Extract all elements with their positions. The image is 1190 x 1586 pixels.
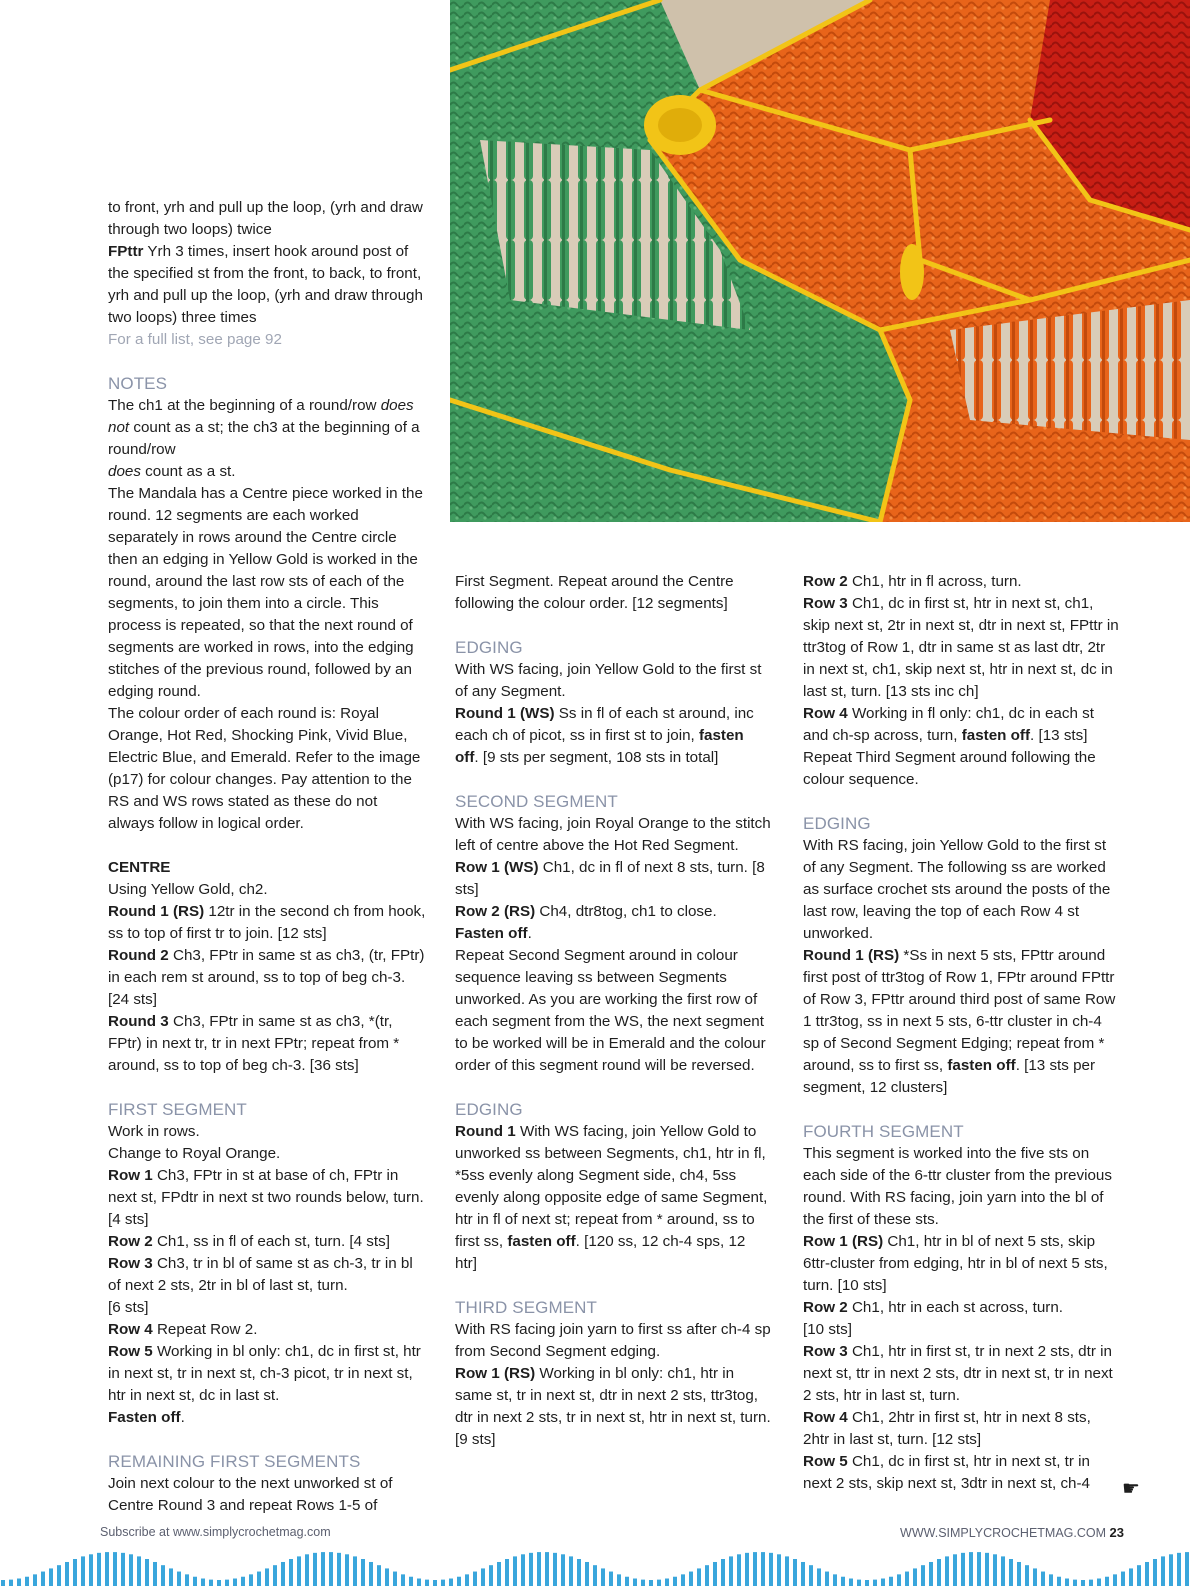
wave-bar: [41, 1572, 45, 1586]
wave-bar: [57, 1565, 61, 1586]
wave-bar: [689, 1572, 693, 1586]
instruction-line: [108, 1253, 426, 1297]
wave-bar: [841, 1577, 845, 1586]
wave-bar: [673, 1577, 677, 1586]
instruction-line: [455, 923, 771, 945]
text-run: Row 1 (WS): [455, 859, 539, 876]
paragraph: Join next colour to the next unworked st of Centre Round 3 and repeat Rows 1-5 of: [108, 1475, 393, 1514]
text-run: Ch1, htr in bl of next 5 sts, skip 6ttr-cluster from edging, htr in bl of next 5 sts, turn. [10 sts]: [803, 1233, 1108, 1294]
wave-bar: [225, 1580, 229, 1586]
wave-bar: [809, 1565, 813, 1586]
instruction-line: [108, 1319, 426, 1341]
wave-bar: [953, 1554, 957, 1586]
text-run: fasten off: [947, 1057, 1016, 1074]
wave-bar: [473, 1572, 477, 1586]
wave-bar: [209, 1580, 213, 1586]
wave-bar: [1025, 1565, 1029, 1586]
wave-bar: [169, 1568, 173, 1586]
text-run: Fasten off: [108, 1409, 181, 1426]
wave-bar: [249, 1574, 253, 1586]
wave-bar: [369, 1562, 373, 1586]
wave-bar: [97, 1553, 101, 1586]
wave-bar: [697, 1568, 701, 1586]
wave-bar: [377, 1565, 381, 1586]
wave-bar: [641, 1580, 645, 1586]
paragraph: The colour order of each round is: Royal Orange, Hot Red, Shocking Pink, Vivid Blue, Electric Blue, and Emerald. Refer to the image (p17) for colour changes. Pay attention to the RS and WS rows stated as these do not always follow in logical order.: [108, 705, 421, 832]
text-run: Working in bl only: ch1, htr in same st, tr in next st, dtr in next 2 sts, ttr3tog, dtr in next 2 sts, tr in next st, htr in next st, turn. [9 sts]: [455, 1365, 771, 1448]
text-run: FPttr: [108, 243, 144, 260]
paragraph: The Mandala has a Centre piece worked in the round. 12 segments are each worked separately in rows around the Centre circle then an edging in Yellow Gold is worked in the round, around the last row sts of each of the segments, to join them into a circle. This process is repeated, so that the next round of segments are worked in rows, into the edging stitches of the previous round, followed by an edging round.: [108, 485, 423, 700]
spacer: [455, 1275, 771, 1297]
text-run: Round 1 (RS): [108, 903, 205, 920]
text-run: . [9 sts per segment, 108 sts in total]: [474, 749, 719, 766]
paragraph: With RS facing join yarn to first ss after ch-4 sp from Second Segment edging.: [455, 1321, 771, 1360]
wave-bar: [529, 1553, 533, 1586]
footer-site-url: [900, 1525, 1124, 1540]
wave-bar: [1161, 1556, 1165, 1586]
wave-bar: [385, 1568, 389, 1586]
wave-bar: [1065, 1579, 1069, 1586]
paragraph: [6 sts]: [108, 1299, 149, 1316]
wave-bar: [121, 1553, 125, 1586]
instruction-line: [108, 1341, 426, 1407]
reference-note: For a full list, see page 92: [108, 331, 282, 348]
text-run: Working in fl only: ch1, dc in each st and ch-sp across, turn,: [803, 705, 1094, 744]
wave-bar: [457, 1577, 461, 1586]
text-run: . [120 ss, 12 ch-4 sps, 12 htr]: [455, 1233, 746, 1272]
instruction-line: [108, 901, 426, 945]
text-run: Ch3, FPtr in same st as ch3, *(tr, FPtr) in next tr, tr in next FPtr; repeat from * around, ss to top of beg ch-3. [36 sts]: [108, 1013, 400, 1074]
instruction-line: [455, 1363, 771, 1451]
wave-bar: [913, 1568, 917, 1586]
section-heading: EDGING: [455, 1100, 523, 1119]
section-heading: SECOND SEGMENT: [455, 792, 618, 811]
wave-bar: [257, 1572, 261, 1586]
wave-bar: [561, 1554, 565, 1586]
wave-bar: [9, 1580, 13, 1586]
wave-bar: [921, 1565, 925, 1586]
wave-bar: [897, 1574, 901, 1586]
spacer: [108, 835, 426, 857]
instruction-line: [803, 571, 1119, 593]
text-run: The ch1 at the beginning of a round/row: [108, 397, 381, 414]
text-run: Row 5: [803, 1453, 848, 1470]
paragraph: Change to Royal Orange.: [108, 1145, 281, 1162]
instruction-line: [108, 945, 426, 1011]
pointing-hand-icon: ☛: [1122, 1478, 1140, 1500]
wave-bar: [305, 1554, 309, 1586]
text-run: count as a st; the ch3 at the beginning of a round/row: [108, 419, 420, 458]
paragraph: Using Yellow Gold, ch2.: [108, 881, 268, 898]
wave-bar: [153, 1562, 157, 1586]
text-run: does not: [108, 397, 414, 436]
wave-bar: [201, 1579, 205, 1586]
wave-bar: [1073, 1580, 1077, 1586]
wave-bar: [353, 1556, 357, 1586]
wave-bar: [73, 1559, 77, 1586]
wave-bar: [1129, 1568, 1133, 1586]
text-run: . [13 sts per segment, 12 clusters]: [803, 1057, 1096, 1096]
decorative-wave-bar: [0, 1548, 1190, 1586]
section-heading: EDGING: [803, 814, 871, 833]
text-run: Row 2: [803, 1299, 848, 1316]
instruction-line: [803, 1407, 1119, 1451]
wave-bar: [1089, 1580, 1093, 1586]
wave-bar: [177, 1572, 181, 1586]
wave-bar: [993, 1554, 997, 1586]
wave-bar: [433, 1580, 437, 1586]
wave-bar: [145, 1559, 149, 1586]
wave-bar: [1049, 1574, 1053, 1586]
wave-bar: [81, 1556, 85, 1586]
wave-bar: [865, 1580, 869, 1586]
wave-bar: [881, 1579, 885, 1586]
wave-bar: [937, 1559, 941, 1586]
wave-bar: [137, 1556, 141, 1586]
wave-bar: [817, 1568, 821, 1586]
wave-bar: [241, 1577, 245, 1586]
paragraph: to front, yrh and pull up the loop, (yrh and draw through two loops) twice: [108, 199, 423, 238]
section-heading: THIRD SEGMENT: [455, 1298, 598, 1317]
text-run: Ch3, tr in bl of same st as ch-3, tr in bl of next 2 sts, 2tr in bl of last st, turn.: [108, 1255, 413, 1294]
text-run: Ch1, dc in fl of next 8 sts, turn. [8 sts]: [455, 859, 765, 898]
instruction-line: [108, 1165, 426, 1231]
instruction-line: [455, 1121, 771, 1275]
wave-bar: [761, 1552, 765, 1586]
wave-bar: [905, 1572, 909, 1586]
spacer: [803, 1099, 1119, 1121]
instruction-line: [803, 593, 1119, 703]
wave-bar: [801, 1562, 805, 1586]
wave-bar: [1009, 1559, 1013, 1586]
wave-bar: [1033, 1568, 1037, 1586]
wave-bar: [1145, 1562, 1149, 1586]
section-heading: REMAINING FIRST SEGMENTS: [108, 1452, 361, 1471]
wave-bar: [961, 1553, 965, 1586]
paragraph: Repeat Third Segment around following the colour sequence.: [803, 749, 1096, 788]
wave-bar: [833, 1574, 837, 1586]
instruction-line: [455, 901, 771, 923]
text-run: Row 4: [803, 705, 848, 722]
wave-bar: [857, 1580, 861, 1586]
text-run: Ch1, ss in fl of each st, turn. [4 sts]: [152, 1233, 390, 1250]
section-heading: FOURTH SEGMENT: [803, 1122, 964, 1141]
wave-bar: [489, 1565, 493, 1586]
wave-bar: [577, 1559, 581, 1586]
spacer: [108, 351, 426, 373]
wave-bar: [1041, 1572, 1045, 1586]
wave-bar: [585, 1562, 589, 1586]
text-run: Ch1, htr in each st across, turn.: [847, 1299, 1063, 1316]
text-run: Ch1, htr in first st, tr in next 2 sts, dtr in next st, ttr in next 2 sts, dtr in next st, tr in next 2 sts, htr in last st, turn.: [803, 1343, 1113, 1404]
paragraph: [10 sts]: [803, 1321, 852, 1338]
wave-bar: [1137, 1565, 1141, 1586]
instruction-line: [803, 1231, 1119, 1297]
paragraph: With RS facing, join Yellow Gold to the first st of any Segment. The following ss are worked as surface crochet sts around the posts of the last row, leaving the top of each Row 4 st unworked.: [803, 837, 1111, 942]
wave-bar: [129, 1554, 133, 1586]
text-run: Row 3: [803, 595, 848, 612]
text-run: Ch3, FPtr in same st as ch3, (tr, FPtr) in each rem st around, ss to top of beg ch-3. [24 sts]: [108, 947, 425, 1008]
spacer: [455, 1077, 771, 1099]
wave-bar: [721, 1559, 725, 1586]
instruction-line: [455, 703, 771, 769]
wave-bar: [753, 1552, 757, 1586]
wave-bar: [1169, 1554, 1173, 1586]
crochet-mandala-photo: [450, 0, 1190, 522]
wave-bar: [217, 1580, 221, 1586]
spacer: [803, 791, 1119, 813]
wave-bar: [1, 1580, 5, 1586]
text-run: .: [527, 925, 532, 942]
text-run: Ss in fl of each st around, inc each ch of picot, ss in first st to join,: [455, 705, 754, 744]
instruction-line: [803, 1297, 1119, 1319]
paragraph: With WS facing, join Yellow Gold to the first st of any Segment.: [455, 661, 762, 700]
instruction-line: [108, 241, 426, 329]
wave-bar: [289, 1559, 293, 1586]
text-run: Ch1, 2htr in first st, htr in next 8 sts, 2htr in last st, turn. [12 sts]: [803, 1409, 1091, 1448]
wave-bar: [745, 1553, 749, 1586]
paragraph: With WS facing, join Royal Orange to the stitch left of centre above the Hot Red Segment.: [455, 815, 771, 854]
wave-bar: [273, 1565, 277, 1586]
wave-bar: [537, 1552, 541, 1586]
wave-bar: [465, 1574, 469, 1586]
paragraph: This segment is worked into the five sts on each side of the 6-ttr cluster from the previous round. With RS facing, join yarn into the bl of the first of these sts.: [803, 1145, 1112, 1228]
wave-bar: [33, 1574, 37, 1586]
wave-bar: [665, 1579, 669, 1586]
wave-bar: [1113, 1574, 1117, 1586]
wave-bar: [505, 1559, 509, 1586]
text-run: Round 1 (WS): [455, 705, 555, 722]
text-run: fasten off: [507, 1233, 576, 1250]
wave-bar: [785, 1556, 789, 1586]
section-heading: EDGING: [455, 638, 523, 657]
text-run: *Ss in next 5 sts, FPttr around first post of ttr3tog of Row 1, FPtr around FPttr of Row 3, FPttr around third post of same Row 1 ttr3tog, ss in next 5 sts, 6-ttr cluster in ch-4 sp of Second Segment Edging; repeat from * around, ss to first ss,: [803, 947, 1116, 1074]
instruction-line: [803, 945, 1119, 1099]
wave-bar: [985, 1553, 989, 1586]
text-run: Ch4, dtr8tog, ch1 to close.: [535, 903, 717, 920]
wave-bar: [1105, 1577, 1109, 1586]
wave-bar: [713, 1562, 717, 1586]
wave-bar: [401, 1574, 405, 1586]
footer-url: WWW.SIMPLYCROCHETMAG.COM: [900, 1526, 1107, 1540]
text-run: Row 1 (RS): [455, 1365, 536, 1382]
wave-bar: [1081, 1580, 1085, 1586]
wave-bar: [393, 1572, 397, 1586]
section-heading: NOTES: [108, 374, 168, 393]
wave-bar: [233, 1579, 237, 1586]
wave-bar: [649, 1580, 653, 1586]
wave-bar: [25, 1577, 29, 1586]
wave-bar: [681, 1574, 685, 1586]
wave-bar: [593, 1565, 597, 1586]
text-run: Round 3: [108, 1013, 169, 1030]
wave-bar: [777, 1554, 781, 1586]
wave-bar: [497, 1562, 501, 1586]
wave-bar: [889, 1577, 893, 1586]
footer-subscribe: Subscribe at www.simplycrochetmag.com: [100, 1525, 331, 1539]
text-run: does: [108, 463, 141, 480]
spacer: [455, 615, 771, 637]
text-run: With WS facing, join Yellow Gold to unworked ss between Segments, ch1, htr in fl, *5ss evenly along Segment side, ch4, 5ss evenly along opposite edge of same Segment, htr in fl of next st; repeat from * around, ss to first ss,: [455, 1123, 768, 1250]
wave-bar: [609, 1572, 613, 1586]
wave-bar: [849, 1579, 853, 1586]
section-heading: FIRST SEGMENT: [108, 1100, 247, 1119]
wave-bar: [161, 1565, 165, 1586]
wave-bar: [825, 1572, 829, 1586]
text-run: Row 3: [108, 1255, 153, 1272]
page-number: 23: [1109, 1525, 1124, 1540]
wave-bar: [1153, 1559, 1157, 1586]
instruction-line: [803, 1451, 1119, 1495]
wave-bar: [625, 1577, 629, 1586]
instruction-line: [108, 1407, 426, 1429]
text-run: fasten off: [455, 727, 744, 766]
text-run: Repeat Row 2.: [152, 1321, 258, 1338]
wave-bar: [321, 1552, 325, 1586]
wave-bar: [425, 1580, 429, 1586]
wave-bar: [977, 1552, 981, 1586]
spacer: [108, 1077, 426, 1099]
text-run: 12tr in the second ch from hook, ss to top of first tr to join. [12 sts]: [108, 903, 426, 942]
instruction-line: [108, 461, 426, 483]
wave-bar: [945, 1556, 949, 1586]
text-run: Ch1, dc in first st, htr in next st, tr in next 2 sts, skip next st, 3dtr in next st, ch-4: [803, 1453, 1090, 1492]
wave-bar: [65, 1562, 69, 1586]
wave-bar: [737, 1554, 741, 1586]
wave-bar: [481, 1568, 485, 1586]
text-run: Row 3: [803, 1343, 848, 1360]
wave-bar: [569, 1556, 573, 1586]
instruction-line: [108, 1231, 426, 1253]
wave-bar: [553, 1553, 557, 1586]
text-run: Row 2 (RS): [455, 903, 536, 920]
text-run: Row 4: [803, 1409, 848, 1426]
text-run: Row 5: [108, 1343, 153, 1360]
wave-bar: [601, 1568, 605, 1586]
wave-bar: [769, 1553, 773, 1586]
wave-bar: [521, 1554, 525, 1586]
text-run: Row 1 (RS): [803, 1233, 884, 1250]
wave-bar: [729, 1556, 733, 1586]
wave-bar: [265, 1568, 269, 1586]
text-column-3: [803, 571, 1119, 1495]
text-run: Fasten off: [455, 925, 528, 942]
wave-bar: [417, 1579, 421, 1586]
text-run: Ch1, htr in fl across, turn.: [847, 573, 1022, 590]
wave-bar: [1001, 1556, 1005, 1586]
text-run: Yrh 3 times, insert hook around post of the specified st from the front, to back, to front, yrh and pull up the loop, (yrh and draw through two loops) three times: [108, 243, 423, 326]
wave-bar: [17, 1579, 21, 1586]
wave-bar: [297, 1556, 301, 1586]
wave-bar: [633, 1579, 637, 1586]
wave-bar: [329, 1552, 333, 1586]
instruction-line: [803, 703, 1119, 747]
text-run: fasten off: [961, 727, 1031, 744]
text-run: Row 1: [108, 1167, 153, 1184]
instruction-line: [803, 1341, 1119, 1407]
text-run: .: [180, 1409, 185, 1426]
wave-bar: [1121, 1572, 1125, 1586]
text-column-2: [455, 571, 771, 1451]
text-run: Ch1, dc in first st, htr in next st, ch1, skip next st, 2tr in next st, dtr in next st, FPttr in ttr3tog of Row 1, dtr in same st as last dtr, 2tr in next st, ch1, skip next st, htr in next st, dc in last st, turn. [13 sts inc ch]: [803, 595, 1119, 700]
text-column-1: [108, 197, 426, 1517]
wave-bar: [1185, 1552, 1189, 1586]
wave-bar: [441, 1580, 445, 1586]
text-run: Round 1 (RS): [803, 947, 900, 964]
wave-bar: [345, 1554, 349, 1586]
spacer: [455, 769, 771, 791]
wave-bar: [409, 1577, 413, 1586]
wave-bar: [873, 1580, 877, 1586]
wave-bar: [545, 1552, 549, 1586]
wave-bar: [705, 1565, 709, 1586]
paragraph: Work in rows.: [108, 1123, 200, 1140]
wave-bar: [185, 1574, 189, 1586]
text-run: Round 2: [108, 947, 169, 964]
wave-bar: [281, 1562, 285, 1586]
wave-bar: [193, 1577, 197, 1586]
wave-bar: [657, 1580, 661, 1586]
wave-bar: [1097, 1579, 1101, 1586]
wave-bar: [313, 1553, 317, 1586]
wave-bar: [105, 1552, 109, 1586]
wave-bar: [617, 1574, 621, 1586]
wave-bar: [89, 1554, 93, 1586]
paragraph: First Segment. Repeat around the Centre following the colour order. [12 segments]: [455, 573, 734, 612]
text-run: Row 4: [108, 1321, 153, 1338]
text-run: Row 2: [803, 573, 848, 590]
text-run: Ch3, FPtr in st at base of ch, FPtr in next st, FPdtr in next st two rounds below, turn. [4 sts]: [108, 1167, 424, 1228]
wave-bar: [1177, 1553, 1181, 1586]
wave-bar: [793, 1559, 797, 1586]
wave-bar: [49, 1568, 53, 1586]
wave-bar: [969, 1552, 973, 1586]
wave-bar: [113, 1552, 117, 1586]
paragraph: Repeat Second Segment around in colour sequence leaving ss between Segments unworked. As you are working the first row of each segment from the WS, the next segment to be worked will be in Emerald and the colour order of this segment round will be reversed.: [455, 947, 766, 1074]
wave-bar: [1017, 1562, 1021, 1586]
text-run: Row 2: [108, 1233, 153, 1250]
wave-bar: [449, 1579, 453, 1586]
wave-bar: [513, 1556, 517, 1586]
instruction-line: [108, 1011, 426, 1077]
wave-bar: [1057, 1577, 1061, 1586]
text-run: Working in bl only: ch1, dc in first st, htr in next st, tr in next st, ch-3 picot, tr in next st, htr in next st, dc in last st.: [108, 1343, 421, 1404]
text-run: count as a st.: [140, 463, 236, 480]
wave-bar: [361, 1559, 365, 1586]
text-run: . [13 sts]: [1030, 727, 1088, 744]
text-run: Round 1: [455, 1123, 516, 1140]
wave-bar: [929, 1562, 933, 1586]
instruction-line: [108, 395, 426, 461]
wave-bar: [337, 1553, 341, 1586]
instruction-line: [455, 857, 771, 901]
spacer: [108, 1429, 426, 1451]
subheading: [108, 857, 426, 879]
subheading-label: CENTRE: [108, 859, 171, 876]
